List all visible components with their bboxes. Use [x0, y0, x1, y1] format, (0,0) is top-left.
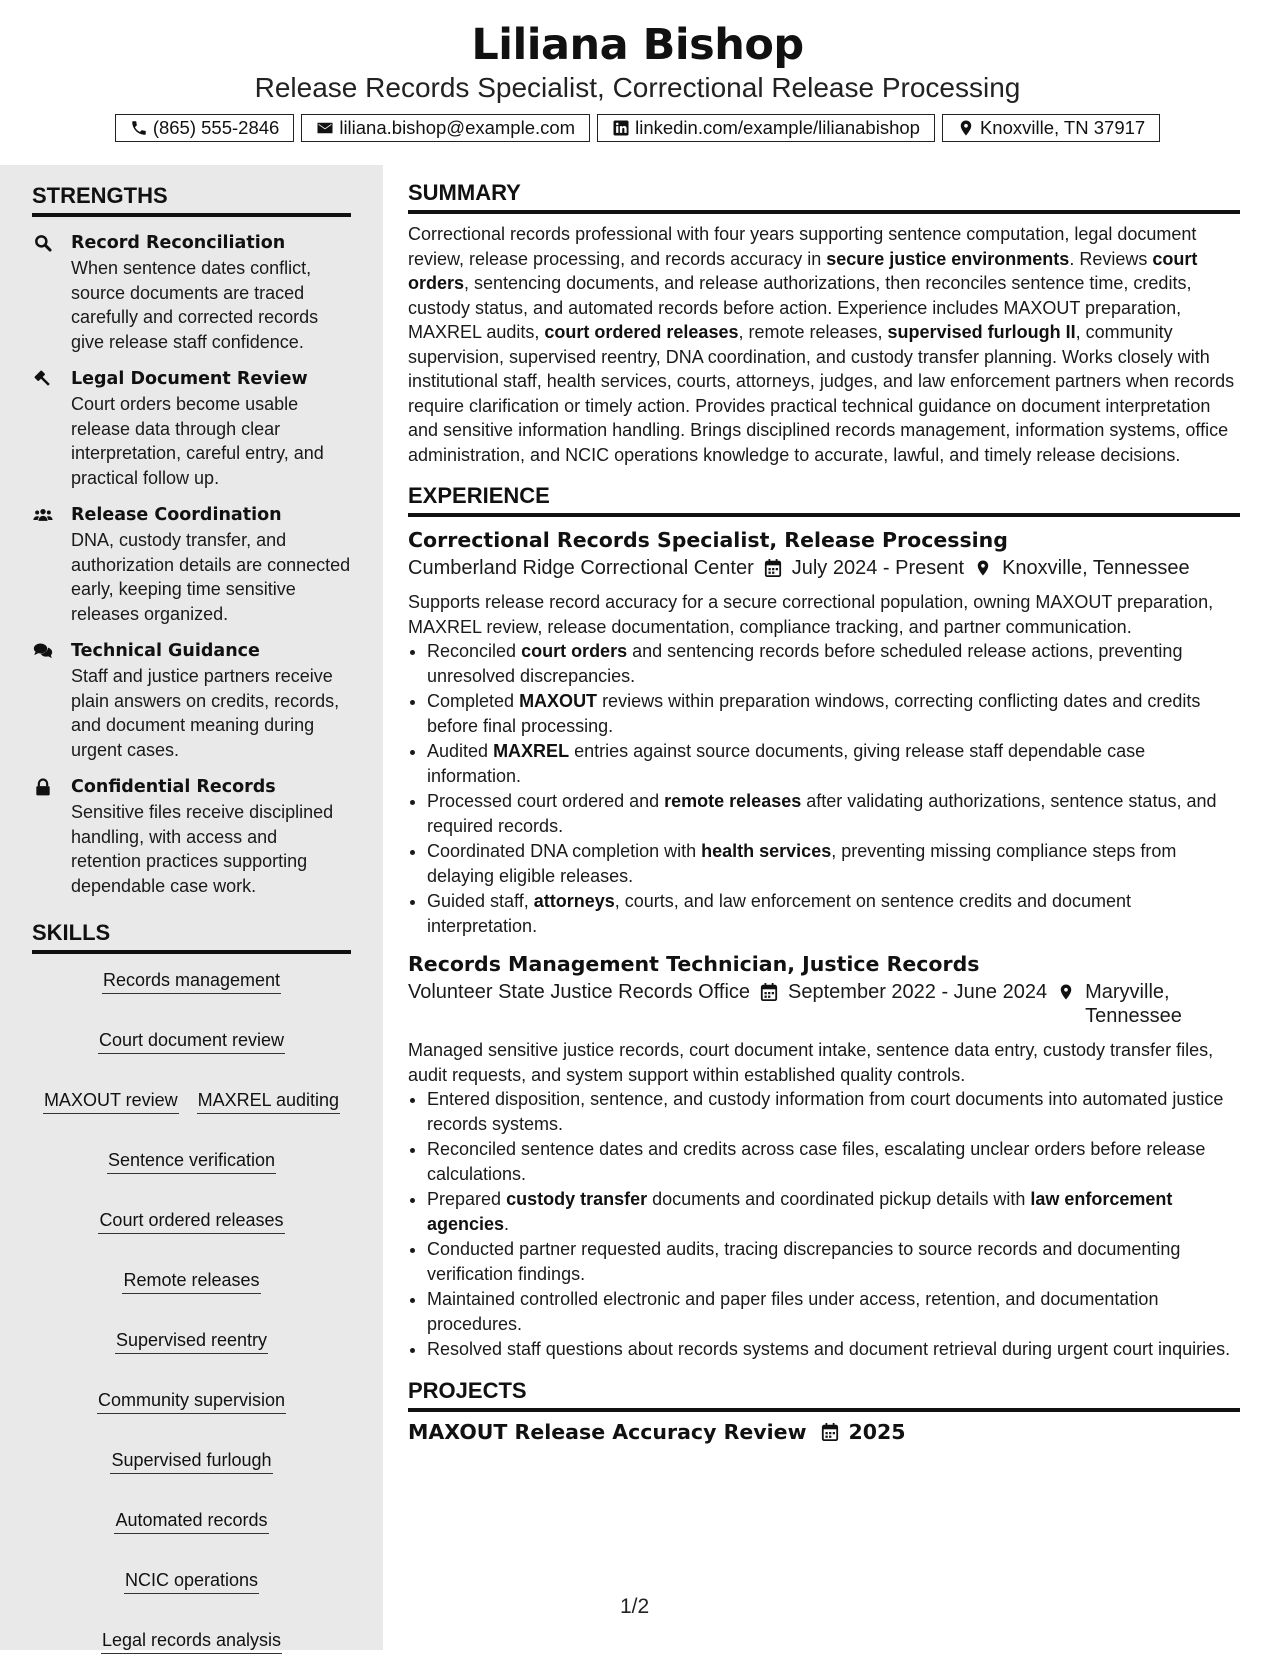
calendar-icon: [807, 1422, 849, 1442]
job-title: Correctional Records Specialist, Release Processing: [408, 528, 1008, 552]
phone-contact[interactable]: [115, 114, 295, 142]
skills-list: [32, 968, 351, 1654]
job-description: Managed sensitive justice records, court document intake, sentence data entry, custody transfer files, audit requests, and system support within established quality controls.: [408, 1040, 1214, 1085]
candidate-title: Release Records Specialist, Correctional Release Processing: [254, 72, 1021, 103]
strength-text: When sentence dates conflict, source documents are traced carefully and corrected records give release staff confidence.: [71, 258, 319, 352]
skill-tag: NCIC operations: [124, 1568, 259, 1594]
chat-icon: [32, 641, 54, 661]
strength-text: Court orders become usable release data through clear interpretation, careful entry, and practical follow up.: [71, 394, 324, 488]
job-entry: [408, 948, 1240, 1362]
bullet-item: • Maintained controlled electronic and paper files under access, retention, and documentation procedures.: [427, 1287, 1240, 1336]
strength-item: [32, 638, 351, 762]
skill-tag: Community supervision: [97, 1388, 286, 1414]
project-entry: [408, 1420, 1240, 1444]
linkedin-text: linkedin.com/example/lilianabishop: [635, 117, 920, 138]
candidate-name: Liliana Bishop: [471, 20, 804, 70]
skill-tag: MAXREL auditing: [197, 1088, 340, 1114]
projects-heading: PROJECTS: [408, 1378, 1240, 1412]
summary-text: Correctional records professional with four years supporting sentence computation, legal document review, release processing, and records accuracy in secure justice environments. Reviews court orders, sentencing documents, and release authorizations, then reconciles sentence time, credits, custody status, and automated records before action. Experience includes MAXOUT preparation, MAXREL audits, court ordered releases, remote releases, supervised furlough II, community supervision, supervised reentry, DNA coordination, and custody transfer planning. Works closely with institutional staff, health services, courts, attorneys, judges, and law enforcement partners when records require clarification or timely action. Provides practical technical guidance on document interpretation and sensitive information handling. Brings disciplined records management, information systems, office administration, and NCIC operations knowledge to accurate, lawful, and timely release decisions.: [408, 224, 1235, 465]
strength-text: Sensitive files receive disciplined handling, with access and retention practices supporting dependable case work.: [71, 802, 334, 896]
phone-icon: [130, 119, 148, 137]
job-location: Knoxville, Tennessee: [1002, 557, 1190, 579]
phone-text: (865) 555-2846: [152, 117, 280, 138]
bullet-item: • Prepared custody transfer documents and coordinated pickup details with law enforcement agencies.: [427, 1187, 1240, 1236]
location-text: Knoxville, TN 37917: [979, 117, 1146, 138]
strength-title: Release Coordination: [71, 505, 282, 525]
resume-header: [0, 0, 1275, 165]
job-entry: [408, 524, 1240, 938]
calendar-icon: [760, 982, 788, 1002]
skill-tag: Remote releases: [122, 1268, 260, 1294]
job-meta: [408, 556, 1240, 580]
page-number: 1/2: [620, 1595, 650, 1618]
skill-tag: MAXOUT review: [43, 1088, 179, 1114]
skill-tag: Legal records analysis: [101, 1628, 282, 1654]
people-icon: [32, 505, 54, 525]
search-icon: [32, 233, 54, 253]
strength-text: DNA, custody transfer, and authorization details are connected early, keeping time sensitive releases organized.: [71, 530, 351, 624]
company-name: Cumberland Ridge Correctional Center: [408, 557, 754, 579]
bullet-item: • Entered disposition, sentence, and custody information from court documents into automated justice records systems.: [427, 1087, 1240, 1136]
job-bullets: [408, 1087, 1240, 1362]
linkedin-contact[interactable]: [597, 114, 935, 142]
strength-title: Record Reconciliation: [71, 233, 286, 253]
job-description: Supports release record accuracy for a secure correctional population, owning MAXOUT preparation, MAXREL review, release documentation, compliance tracking, and partner communication.: [408, 592, 1214, 637]
email-text: liliana.bishop@example.com: [339, 117, 576, 138]
job-bullets: [408, 639, 1240, 938]
strength-title: Confidential Records: [71, 777, 276, 797]
bullet-item: • Resolved staff questions about records systems and document retrieval during urgent court inquiries.: [427, 1337, 1240, 1362]
lock-icon: [32, 777, 54, 797]
company-name: Volunteer State Justice Records Office: [408, 981, 751, 1003]
job-dates: September 2022 - June 2024: [788, 981, 1048, 1003]
job-title: Records Management Technician, Justice Records: [408, 952, 980, 976]
bullet-item: • Audited MAXREL entries against source documents, giving release staff dependable case information.: [427, 739, 1240, 788]
bullet-item: • Completed MAXOUT reviews within preparation windows, correcting conflicting dates and credits before final processing.: [427, 689, 1240, 738]
strength-item: [32, 502, 351, 626]
strengths-heading: STRENGTHS: [32, 183, 351, 217]
strength-item: [32, 774, 351, 898]
map-pin-icon: [957, 119, 975, 137]
job-location: Maryville, Tennessee: [1085, 981, 1182, 1027]
skills-heading: SKILLS: [32, 920, 351, 954]
envelope-icon: [316, 119, 334, 137]
bullet-item: • Reconciled sentence dates and credits across case files, escalating unclear orders before release calculations.: [427, 1137, 1240, 1186]
strengths-list: [32, 230, 351, 898]
strength-item: [32, 230, 351, 354]
job-meta: [408, 980, 1240, 1028]
gavel-icon: [32, 369, 54, 389]
bullet-item: • Reconciled court orders and sentencing records before scheduled release actions, preventing unresolved discrepancies.: [427, 639, 1240, 688]
skill-tag: Court ordered releases: [98, 1208, 284, 1234]
bullet-item: • Coordinated DNA completion with health services, preventing missing compliance steps from delaying eligible releases.: [427, 839, 1240, 888]
skill-tag: Automated records: [114, 1508, 268, 1534]
skill-tag: Court document review: [98, 1028, 285, 1054]
bullet-item: • Conducted partner requested audits, tracing discrepancies to source records and documenting verification findings.: [427, 1237, 1240, 1286]
strength-title: Technical Guidance: [71, 641, 260, 661]
bullet-item: • Processed court ordered and remote releases after validating authorizations, sentence status, and required records.: [427, 789, 1240, 838]
strength-title: Legal Document Review: [71, 369, 308, 389]
sidebar: [0, 165, 383, 1650]
skill-tag: Supervised reentry: [115, 1328, 268, 1354]
calendar-icon: [764, 558, 792, 578]
email-contact[interactable]: [301, 114, 590, 142]
skill-tag: Supervised furlough: [110, 1448, 272, 1474]
skill-tag: Records management: [102, 968, 281, 994]
contact-bar: [0, 114, 1275, 142]
bullet-item: • Guided staff, attorneys, courts, and law enforcement on sentence credits and document interpretation.: [427, 889, 1240, 938]
map-pin-icon: [974, 558, 1002, 578]
summary-heading: SUMMARY: [408, 180, 1240, 214]
map-pin-icon: [1057, 982, 1085, 1002]
main-column: [408, 180, 1240, 1444]
linkedin-icon: [612, 119, 630, 137]
experience-heading: EXPERIENCE: [408, 483, 1240, 517]
job-dates: July 2024 - Present: [791, 557, 965, 579]
project-year: 2025: [848, 1419, 906, 1444]
location-contact[interactable]: [942, 114, 1160, 142]
strength-item: [32, 366, 351, 490]
skill-tag: Sentence verification: [107, 1148, 276, 1174]
project-title: MAXOUT Release Accuracy Review: [408, 1419, 807, 1444]
strength-text: Staff and justice partners receive plain answers on credits, records, and document meaning during urgent cases.: [71, 666, 340, 760]
